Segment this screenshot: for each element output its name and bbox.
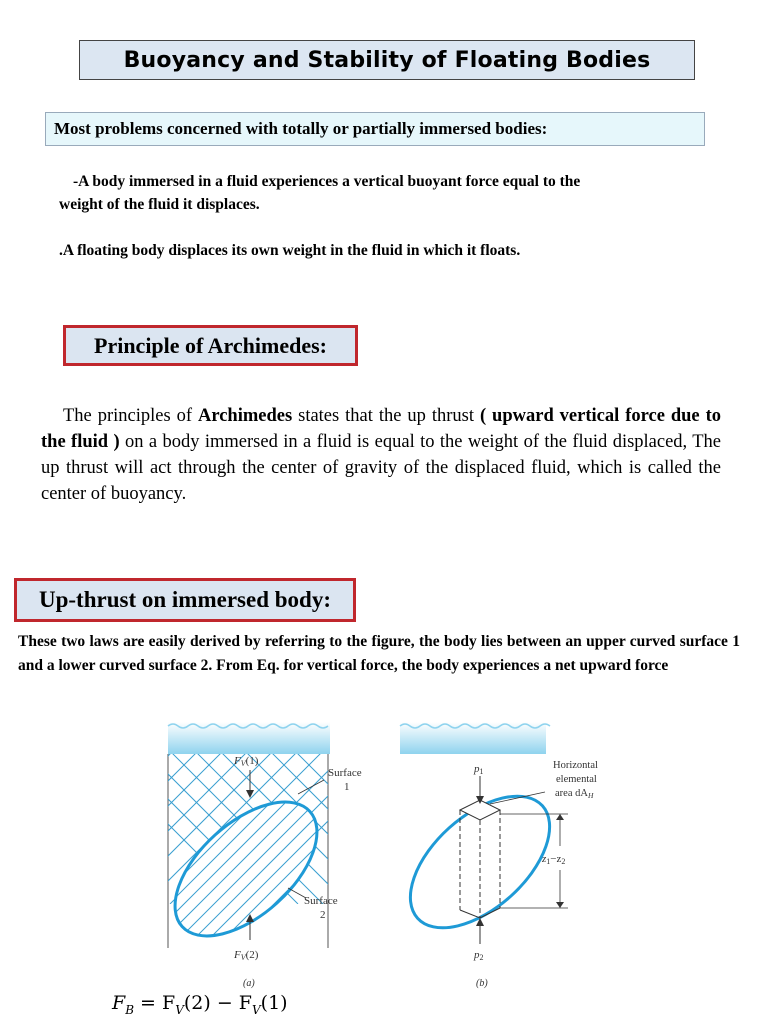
archimedes-text-3: on a body immersed in a fluid is equal to the weight of the fluid displaced, The up thrust will act through the center of gravity of the displaced fluid, which is called the center of buoyancy. [41,432,721,504]
horizontal-label-3: area dAH [555,788,594,800]
z-diff-label: z1−z2 [542,853,566,866]
eq-sub1: V [251,1002,261,1017]
law1-line2: weight of the fluid it displaces. [59,196,260,213]
surface2-label: Surface [304,895,338,907]
buoyancy-figure [140,718,610,990]
eq-fb: F [112,992,126,1014]
upthrust-paragraph: These two laws are easily derived by referring to the figure, the body lies between an upper curved surface 1 and a lower curved surface 2. From Eq. for vertical force, the body experiences a net upward force [18,633,740,674]
law2-text: .A floating body displaces its own weight in the fluid in which it floats. [59,242,521,259]
horizontal-label-1: Horizontal [553,760,598,771]
dim-arrow-top [556,814,564,820]
eq-mid: = F [134,992,176,1014]
fv2-label: FV(2) [234,949,259,962]
archimedes-paragraph [41,403,721,507]
archimedes-text-2: states that the up thrust [292,406,480,426]
buoyant-force-equation [112,992,288,1017]
surface1-label: Surface [328,767,362,779]
fv1-label: FV(1) [234,755,259,768]
water-surface-b [400,722,546,754]
surface2-number: 2 [320,909,326,921]
archimedes-heading: Principle of Archimedes: [63,325,358,366]
eq-arg2: (2) − F [183,992,252,1014]
eq-sub2: V [175,1002,184,1017]
intro-heading: Most problems concerned with totally or partially immersed bodies: [45,112,705,146]
dim-arrow-bottom [556,902,564,908]
horizontal-label-2: elemental [556,774,597,785]
p2-label: p2 [474,949,484,962]
archimedes-emphasis: ( upward vertical force due to the fluid ) [41,406,721,452]
archimedes-name: Archimedes [197,406,293,426]
p1-label: p1 [474,763,484,776]
upthrust-heading: Up-thrust on immersed body: [14,578,356,622]
archimedes-text-1: The principles of [63,406,198,426]
figure-a-label: (a) [243,978,255,989]
figure-b-label: (b) [476,978,488,989]
elemental-prism [460,800,500,918]
page-title: Buoyancy and Stability of Floating Bodies [79,40,695,80]
eq-fb-sub: B [125,1002,135,1017]
surface1-number: 1 [344,781,350,793]
law1-line1: -A body immersed in a fluid experiences a vertical buoyant force equal to the [73,173,581,190]
eq-arg1: (1) [260,992,288,1014]
